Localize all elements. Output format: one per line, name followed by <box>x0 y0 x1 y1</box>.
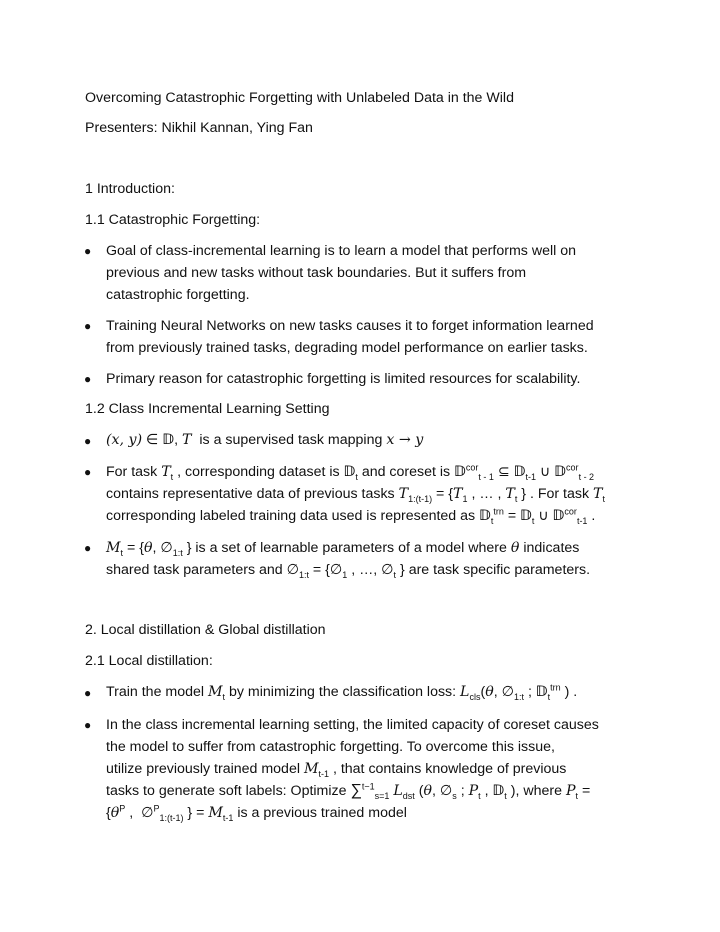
bullet-2-line-1: Training Neural Networks on new tasks causes it to forget information learned <box>106 318 594 334</box>
bullet-7-line-1: Train the model $M_t$ by minimizing the classification loss: $L_{cls}(\theta$, $\emptyset_{1:t}$ ; 𝔻$_t^{trn}$ ) . <box>106 682 578 702</box>
bullet-icon: ● <box>84 718 92 732</box>
bullet-icon: ● <box>84 244 92 258</box>
bullet-1-line-2: previous and new tasks without task boundaries. But it suffers from <box>106 265 527 281</box>
bullet-icon: ● <box>84 465 92 479</box>
subsection-1-1-heading: 1.1 Catastrophic Forgetting: <box>85 212 261 228</box>
bullet-icon: ● <box>84 686 92 700</box>
bullet-8-line-3: utilize previously trained model $M_{t-1}$ , that contains knowledge of previous <box>106 761 567 779</box>
bullet-8-line-1: In the class incremental learning setting, the limited capacity of coreset causes <box>106 717 599 733</box>
bullet-4-line-1: (x, y) ∈ 𝔻, T is a supervised task mapping x → y <box>106 432 424 448</box>
bullet-1-line-1: Goal of class-incremental learning is to learn a model that performs well on <box>106 243 576 259</box>
section-1-heading: 1 Introduction: <box>85 181 175 197</box>
subsection-1-2-heading: 1.2 Class Incremental Learning Setting <box>85 401 330 417</box>
bullet-2-line-2: from previously trained tasks, degrading model performance on earlier tasks. <box>106 340 588 356</box>
bullet-icon: ● <box>84 372 92 386</box>
document-title: Overcoming Catastrophic Forgetting with Unlabeled Data in the Wild <box>85 90 514 106</box>
bullet-icon: ● <box>84 434 92 448</box>
bullet-8-line-4: tasks to generate soft labels: Optimize ∑$^{t-1}_{s=1}$ $L_{dst}$ (θ, $\emptyset_s$ ; $P_t$ , 𝔻$_t$ ), where $P_t$ = <box>106 781 591 801</box>
bullet-8-line-5: {$\theta^P$ , ∅$^P_{1:(t-1)}$ } = $M_{t-1}$ is a previous trained model <box>106 803 407 823</box>
bullet-1-line-3: catastrophic forgetting. <box>106 287 250 303</box>
bullet-5-line-3: corresponding labeled training data used is represented as 𝔻$_t^{trn}$ = 𝔻$_t$ ∪ 𝔻$^{cor}_{t-1}$ . <box>106 506 596 526</box>
bullet-8-line-2: the model to suffer from catastrophic forgetting. To overcome this issue, <box>106 739 555 755</box>
bullet-icon: ● <box>84 319 92 333</box>
bullet-5-line-1: For task $T_t$ , corresponding dataset is 𝔻$_t$ and coreset is 𝔻$^{cor}_{t - 1}$ ⊆ 𝔻$_{t-1}$ ∪ 𝔻$^{cor}_{t - 2}$ <box>106 462 595 482</box>
bullet-icon: ● <box>84 541 92 555</box>
section-2-heading: 2. Local distillation & Global distillation <box>85 622 326 638</box>
bullet-6-line-1: $M_t = \{\theta$, $\emptyset_{1:t}$ } is a set of learnable parameters of a model where θ indicates <box>106 540 580 558</box>
subsection-2-1-heading: 2.1 Local distillation: <box>85 653 213 669</box>
presenters-line: Presenters: Nikhil Kannan, Ying Fan <box>85 120 313 136</box>
bullet-5-line-2: contains representative data of previous tasks $T_{1:(t-1)} = \{T_1$ , … , $T_t$ } . For task $T_t$ <box>106 486 606 504</box>
bullet-3-line-1: Primary reason for catastrophic forgetting is limited resources for scalability. <box>106 371 581 387</box>
bullet-6-line-2: shared task parameters and $\emptyset_{1:t}$ = {$\emptyset_1$ , …, $\emptyset_t$ } are task specific parameters. <box>106 562 591 580</box>
